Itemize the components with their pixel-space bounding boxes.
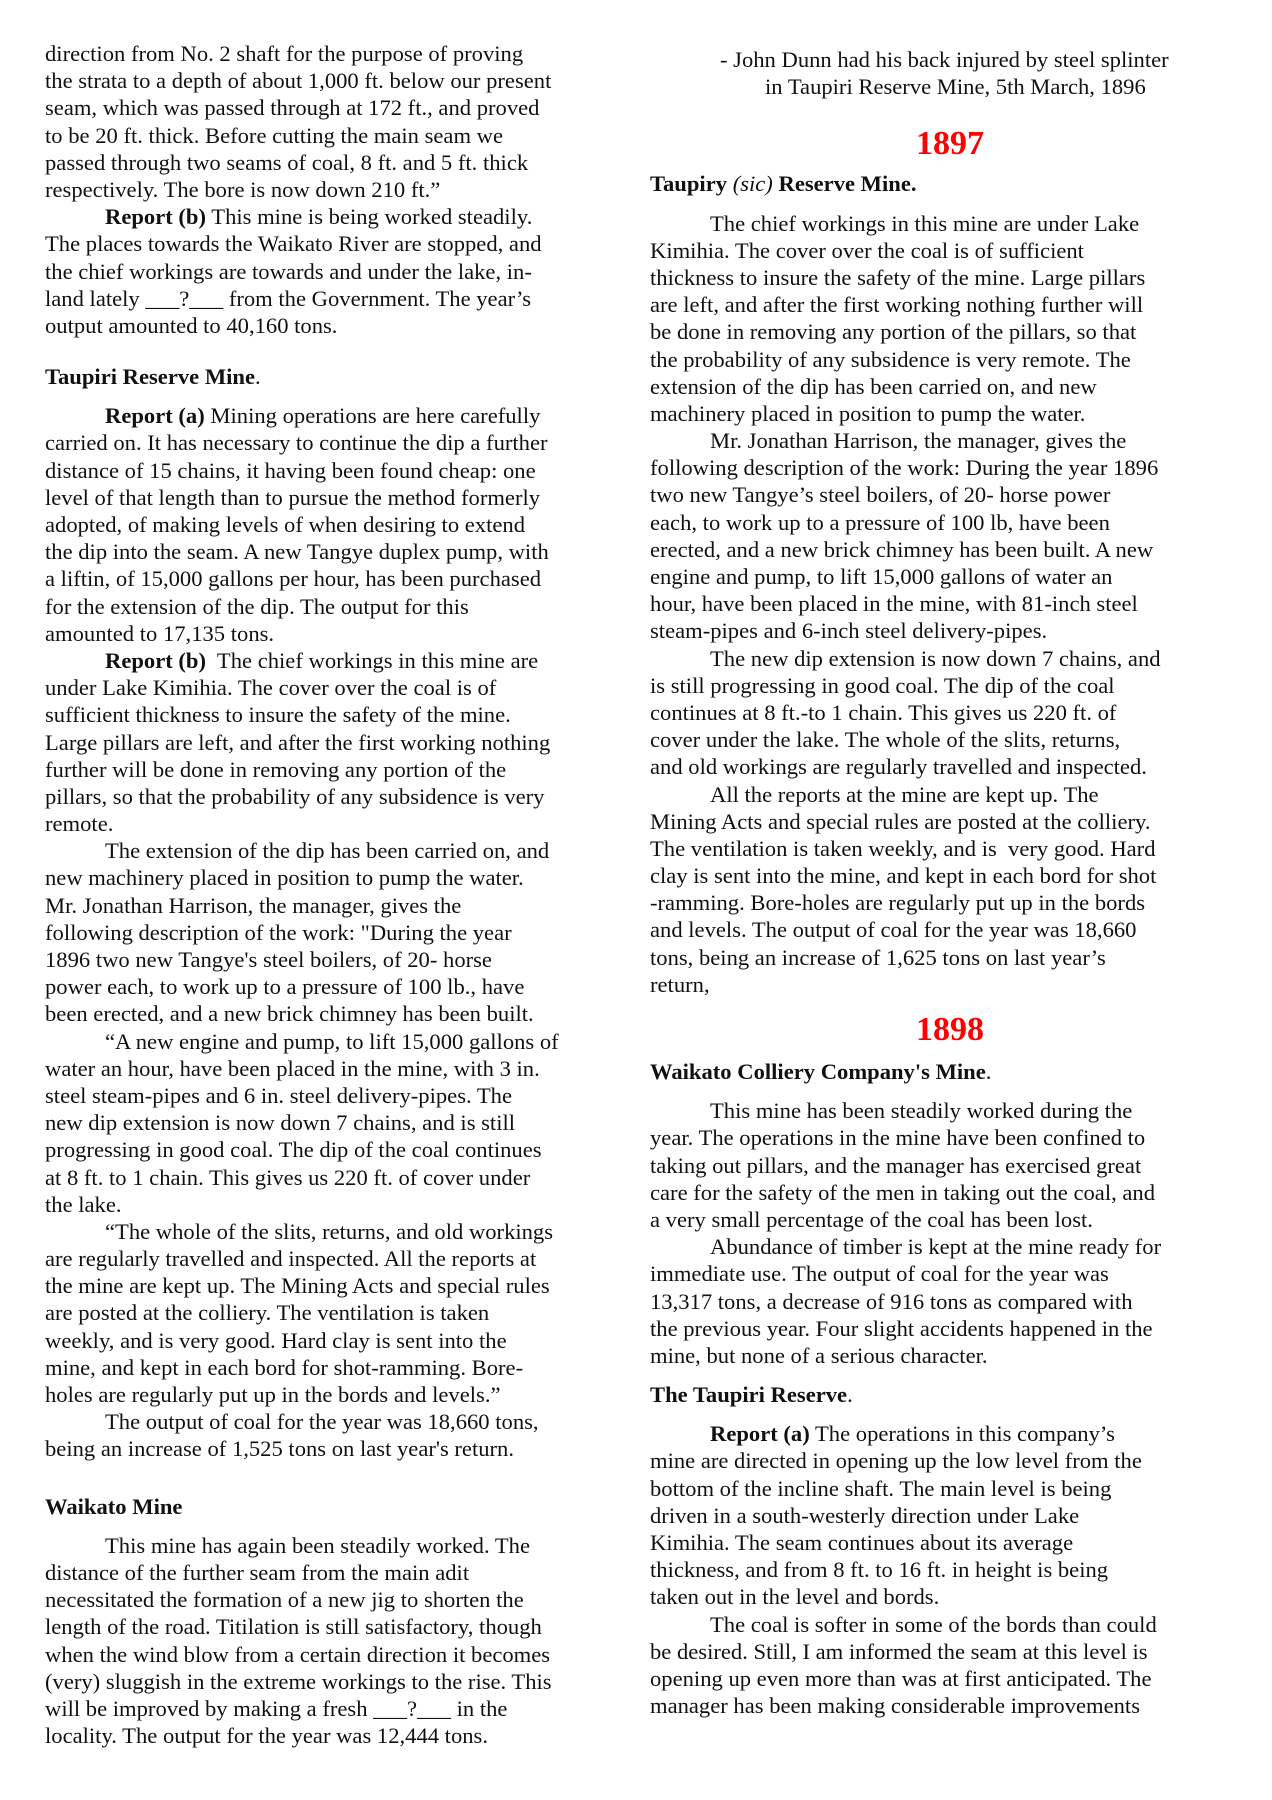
text-line: The ventilation is taken weekly, and is very good. Hard — [650, 835, 1156, 861]
text-line: the chief workings are towards and under the lake, in- — [45, 258, 532, 284]
text-line: holes are regularly put up in the bords and levels.” — [45, 1382, 501, 1407]
text-line: sufficient thickness to insure the safety of the mine. — [45, 702, 511, 728]
text-line: taking out pillars, and the manager has exercised great — [650, 1152, 1142, 1178]
text-line: will be improved by making a fresh ___?___ in the — [45, 1695, 508, 1721]
text-line: to be 20 ft. thick. Before cutting the main seam we — [45, 122, 504, 148]
text-line: a liftin, of 15,000 gallons per hour, has been purchased — [45, 566, 542, 592]
heading-text: Waikato Colliery Company's Mine — [650, 1059, 986, 1084]
text-line: extension of the dip has been carried on, and new — [650, 373, 1097, 399]
text-line: being an increase of 1,525 tons on last year's return. — [45, 1436, 514, 1462]
spacer — [650, 1408, 1250, 1420]
text-line: opening up even more than was at first anticipated. The — [650, 1665, 1152, 1691]
text-line: cover under the lake. The whole of the slits, returns, — [650, 727, 1121, 753]
text-line: are regularly travelled and inspected. All the reports at — [45, 1246, 537, 1272]
text-line: further will be done in removing any portion of the — [45, 756, 507, 782]
spacer — [650, 998, 1250, 1010]
text-line: Kimihia. The cover over the coal is of sufficient — [650, 237, 1084, 263]
left-column — [45, 40, 635, 1749]
text-line: level of that length than to pursue the method formerly — [45, 484, 541, 510]
text-line: 1896 two new Tangye's steel boilers, of 20- horse — [45, 947, 492, 972]
caption-line: in Taupiri Reserve Mine, 5th March, 1896 — [765, 74, 1146, 100]
text-line: for the extension of the dip. The output for this — [45, 593, 469, 619]
text-line: new dip extension is now down 7 chains, and is still — [45, 1110, 516, 1136]
text-line: length of the road. Titilation is still satisfactory, though — [45, 1614, 542, 1640]
paragraph-dip-extension — [45, 837, 635, 1027]
text-line: two new Tangye’s steel boilers, of 20- horse power — [650, 482, 1111, 508]
text-line: the mine are kept up. The Mining Acts and special rules — [45, 1273, 550, 1299]
text-line: following description of the work: "During the year — [45, 919, 512, 945]
heading-period: . — [847, 1382, 853, 1408]
text-line: passed through two seams of coal, 8 ft. and 5 ft. thick — [45, 149, 529, 175]
text-line: (very) sluggish in the extreme workings to the rise. This — [45, 1668, 552, 1694]
text-run: The chief workings in this mine are — [206, 647, 539, 673]
spacer — [45, 1520, 635, 1532]
paragraph-harrison-description — [650, 427, 1250, 645]
text-line: land lately ___?___ from the Government. The year’s — [45, 285, 532, 311]
text-line: steel steam-pipes and 6 in. steel delivery-pipes. The — [45, 1082, 513, 1108]
text-line: mine are directed in opening up the low level from the — [650, 1448, 1142, 1474]
text-line: distance of 15 chains, it having been found cheap: one — [45, 457, 536, 483]
text-line — [45, 203, 635, 230]
text-line: Mr. Jonathan Harrison, the manager, gives the — [710, 428, 1127, 454]
spacer — [650, 100, 1250, 124]
heading-period: . — [985, 1059, 992, 1084]
text-line: thickness, and from 8 ft. to 16 ft. in height is being — [650, 1557, 1109, 1583]
spacer — [650, 1369, 1250, 1381]
text-line: steam-pipes and 6-inch steel delivery-pipes. — [650, 618, 1048, 644]
paragraph-engine-pump — [45, 1028, 635, 1218]
text-line: new machinery placed in position to pump the water. — [45, 865, 524, 891]
heading-text: Taupiri Reserve Mine — [45, 364, 256, 390]
year-heading-1898: 1898 — [916, 1011, 984, 1048]
report-label: Report (b) — [105, 204, 207, 230]
photo-caption — [650, 46, 1250, 100]
paragraph-workings-inspected — [45, 1218, 635, 1408]
text-line: the previous year. Four slight accidents happened in the — [650, 1315, 1153, 1341]
text-line: year. The operations in the mine have been confined to — [650, 1125, 1146, 1151]
section-heading-waikato-mine: Waikato Mine — [45, 1493, 183, 1519]
text-line: return, — [650, 971, 710, 997]
text-line: machinery placed in position to pump the water. — [650, 400, 1086, 426]
paragraph-softer-coal — [650, 1611, 1250, 1720]
text-line: clay is sent into the mine, and kept in each bord for shot — [650, 863, 1157, 889]
heading-period: . — [255, 364, 261, 390]
text-line: The chief workings in this mine are under Lake — [710, 210, 1140, 236]
year-heading-1897: 1897 — [916, 125, 984, 163]
text-line: carried on. It has necessary to continue the dip a further — [45, 430, 548, 456]
text-line: the probability of any subsidence is very remote. The — [650, 346, 1131, 372]
text-line: manager has been making considerable improvements — [650, 1693, 1140, 1719]
right-column — [650, 46, 1250, 1719]
report-label: Report (b) — [105, 647, 207, 673]
text-line: and old workings are regularly travelled and inspected. — [650, 754, 1147, 780]
text-line: is still progressing in good coal. The dip of the coal — [650, 672, 1115, 698]
text-line: remote. — [45, 811, 114, 837]
text-line: direction from No. 2 shaft for the purpose of proving — [45, 41, 524, 66]
spacer — [650, 1085, 1250, 1097]
section-heading-waikato-colliery — [650, 1058, 1250, 1085]
sic-note: (sic) — [732, 171, 773, 197]
text-line: when the wind blow from a certain direction it becomes — [45, 1641, 551, 1667]
text-line: respectively. The bore is now down 210 ft.” — [45, 176, 441, 202]
text-line: This mine has been steadily worked during the — [710, 1098, 1133, 1124]
text-line: progressing in good coal. The dip of the coal continues — [45, 1137, 542, 1163]
text-line: the strata to a depth of about 1,000 ft. below our present — [45, 68, 552, 94]
text-line: distance of the further seam from the main adit — [45, 1559, 470, 1585]
paragraph-chief-workings — [650, 210, 1250, 428]
text-line: The coal is softer in some of the bords than could — [710, 1611, 1157, 1637]
spacer — [45, 1463, 635, 1493]
text-line: seam, which was passed through at 172 ft., and proved — [45, 95, 540, 121]
text-line — [45, 402, 635, 429]
text-line: at 8 ft. to 1 chain. This gives us 220 ft. of cover under — [45, 1164, 531, 1190]
text-line: bottom of the incline shaft. The main level is being — [650, 1475, 1112, 1501]
text-line: locality. The output for the year was 12,444 tons. — [45, 1723, 488, 1749]
text-line: be done in removing any portion of the pillars, so that — [650, 319, 1137, 345]
text-line: Mining Acts and special rules are posted at the colliery. — [650, 808, 1151, 834]
text-line: “The whole of the slits, returns, and old workings — [105, 1218, 554, 1244]
text-line: power each, to work up to a pressure of 100 lb., have — [45, 974, 525, 1000]
text-line: The places towards the Waikato River are stopped, and — [45, 231, 542, 257]
text-line: pillars, so that the probability of any subsidence is very — [45, 783, 545, 809]
text-line: weekly, and is very good. Hard clay is sent into the — [45, 1327, 507, 1353]
section-heading-taupiri-reserve-mine — [45, 363, 635, 390]
spacer — [45, 390, 635, 402]
spacer — [650, 1050, 1250, 1058]
text-run: The operations in this company’s — [809, 1421, 1115, 1447]
spacer — [650, 198, 1250, 210]
paragraph-output-1896 — [45, 1408, 635, 1462]
text-line: This mine has again been steadily worked. The — [105, 1532, 530, 1558]
report-label: Report (a) — [710, 1421, 810, 1447]
text-line: are left, and after the first working nothing further will — [650, 292, 1144, 318]
text-line: thickness to insure the safety of the mine. Large pillars — [650, 264, 1146, 290]
text-line: All the reports at the mine are kept up. The — [710, 781, 1099, 807]
paragraph-dip-extension — [650, 645, 1250, 781]
text-line: The new dip extension is now down 7 chains, and — [710, 645, 1161, 671]
section-heading-taupiry-reserve-mine — [650, 170, 1250, 197]
paragraph-report-b-waikato — [45, 203, 635, 339]
paragraph-bore-report — [45, 40, 635, 203]
text-line: engine and pump, to lift 15,000 gallons of water an — [650, 564, 1113, 589]
text-line: -ramming. Bore-holes are regularly put up in the bords — [650, 890, 1146, 916]
text-line: mine, and kept in each bord for shot-ramming. Bore- — [45, 1354, 524, 1380]
caption-line: - John Dunn had his back injured by steel splinter — [720, 47, 1169, 72]
text-line: Abundance of timber is kept at the mine ready for — [710, 1234, 1162, 1260]
text-line: following description of the work: During the year 1896 — [650, 455, 1159, 481]
text-line: necessitated the formation of a new jig to shorten the — [45, 1587, 524, 1613]
text-line: driven in a south-westerly direction under Lake — [650, 1502, 1080, 1528]
text-line: a very small percentage of the coal has been lost. — [650, 1206, 1093, 1232]
text-line: continues at 8 ft.-to 1 chain. This gives us 220 ft. of — [650, 699, 1117, 725]
paragraph-report-b-taupiri — [45, 647, 635, 837]
text-line: “A new engine and pump, to lift 15,000 gallons of — [105, 1028, 559, 1054]
text-line: The extension of the dip has been carried on, and — [105, 838, 550, 864]
paragraph-timber-output — [650, 1233, 1250, 1369]
text-line: amounted to 17,135 tons. — [45, 620, 275, 646]
text-line: be desired. Still, I am informed the seam at this level is — [650, 1638, 1148, 1664]
text-line: Kimihia. The seam continues about its average — [650, 1530, 1074, 1555]
heading-text: Reserve Mine. — [778, 171, 917, 197]
text-line: and levels. The output of coal for the year was 18,660 — [650, 917, 1137, 943]
paragraph-waikato-colliery — [650, 1097, 1250, 1233]
text-line: The output of coal for the year was 18,660 tons, — [105, 1409, 539, 1435]
text-line: 13,317 tons, a decrease of 916 tons as compared with — [650, 1288, 1133, 1314]
paragraph-report-a-taupiri — [45, 402, 635, 647]
text-line — [45, 647, 635, 674]
text-line: output amounted to 40,160 tons. — [45, 312, 338, 338]
text-line: tons, being an increase of 1,625 tons on last year’s — [650, 944, 1106, 970]
text-line — [650, 1420, 1250, 1447]
text-line: immediate use. The output of coal for the year was — [650, 1261, 1109, 1287]
text-line: hour, have been placed in the mine, with 81-inch steel — [650, 591, 1138, 617]
heading-text: Taupiry — [650, 171, 728, 197]
text-line: Mr. Jonathan Harrison, the manager, gives the — [45, 892, 462, 918]
paragraph-reports-kept — [650, 781, 1250, 999]
text-line: been erected, and a new brick chimney has been built. — [45, 1001, 534, 1027]
text-line: erected, and a new brick chimney has been built. A new — [650, 536, 1154, 562]
report-label: Report (a) — [105, 403, 205, 429]
text-line: each, to work up to a pressure of 100 lb, have been — [650, 509, 1110, 535]
text-run: Mining operations are here carefully — [204, 403, 541, 429]
heading-text: The Taupiri Reserve — [650, 1382, 848, 1408]
text-line: under Lake Kimihia. The cover over the coal is of — [45, 675, 497, 701]
section-heading-taupiri-reserve — [650, 1381, 1250, 1408]
paragraph-waikato-mine — [45, 1532, 635, 1750]
text-line: Large pillars are left, and after the first working nothing — [45, 729, 551, 755]
text-line: are posted at the colliery. The ventilation is taken — [45, 1300, 490, 1326]
text-line: taken out in the level and bords. — [650, 1584, 940, 1610]
text-run: This mine is being worked steadily. — [206, 204, 533, 230]
text-line: adopted, of making levels of when desiring to extend — [45, 512, 525, 537]
text-line: the dip into the seam. A new Tangye duplex pump, with — [45, 539, 549, 565]
paragraph-report-a-taupiri-reserve — [650, 1420, 1250, 1610]
text-line: mine, but none of a serious character. — [650, 1342, 988, 1368]
text-line: water an hour, have been placed in the mine, with 3 in. — [45, 1055, 540, 1081]
text-line: care for the safety of the men in taking out the coal, and — [650, 1179, 1156, 1205]
spacer — [45, 339, 635, 363]
text-line: the lake. — [45, 1191, 122, 1217]
